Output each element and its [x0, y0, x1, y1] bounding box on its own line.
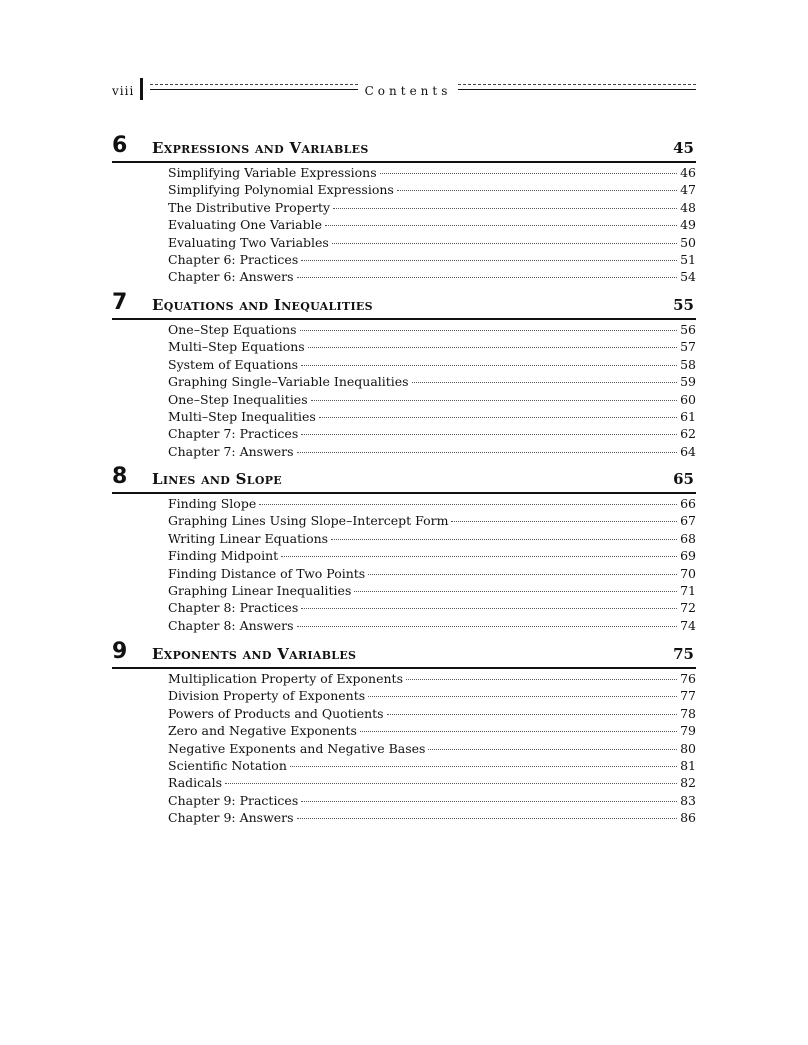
toc-entry[interactable]: [168, 618, 696, 635]
chapter-heading[interactable]: [112, 292, 696, 320]
dot-leader: [225, 783, 677, 784]
entry-title: Negative Exponents and Negative Bases: [168, 740, 426, 756]
toc-entry[interactable]: [168, 339, 696, 356]
toc-entry[interactable]: [168, 583, 696, 600]
dot-leader: [397, 190, 677, 191]
chapter-heading[interactable]: [112, 466, 696, 494]
entry-page: 66: [680, 496, 696, 511]
entry-title: Multiplication Property of Exponents: [168, 671, 403, 686]
toc-entry[interactable]: [168, 252, 696, 269]
dot-leader: [301, 365, 677, 366]
toc-entry[interactable]: [168, 374, 696, 391]
chapter-page: 75: [673, 645, 694, 663]
toc-entry[interactable]: [168, 793, 696, 810]
toc-entry[interactable]: [168, 706, 696, 723]
dot-leader: [297, 277, 677, 278]
dot-leader: [290, 766, 677, 767]
chapter-number: 7: [112, 290, 128, 315]
toc-entry[interactable]: [168, 392, 696, 409]
chapter-entries: [168, 496, 696, 635]
chapter-8: [112, 466, 696, 635]
entry-title: Multi–Step Equations: [168, 339, 305, 355]
toc-entry[interactable]: [168, 531, 696, 548]
dot-leader: [308, 347, 677, 348]
entry-page: 49: [680, 217, 696, 233]
dot-leader: [333, 208, 677, 209]
dot-leader: [301, 801, 677, 802]
entry-page: 64: [680, 443, 696, 459]
entry-title: Simplifying Variable Expressions: [168, 165, 377, 180]
entry-title: Finding Midpoint: [168, 548, 279, 564]
dot-leader: [406, 679, 677, 680]
chapter-page: 45: [673, 139, 694, 157]
entry-page: 86: [680, 810, 696, 826]
chapter-title: Expressions and Variables: [152, 139, 369, 157]
dot-leader: [331, 539, 677, 540]
toc-entry[interactable]: [168, 235, 696, 252]
entry-title: Graphing Linear Inequalities: [168, 582, 352, 598]
chapter-page: 65: [673, 470, 694, 488]
entry-title: Powers of Products and Quotients: [168, 705, 384, 721]
entry-page: 82: [680, 775, 696, 791]
toc-entry[interactable]: [168, 496, 696, 513]
entry-page: 56: [680, 322, 696, 337]
toc-entry[interactable]: [168, 513, 696, 530]
entry-page: 79: [680, 723, 696, 739]
header-rule-left: [150, 84, 358, 90]
toc-entry[interactable]: [168, 566, 696, 583]
dot-leader: [259, 504, 677, 505]
entry-page: 51: [680, 251, 696, 267]
entry-page: 83: [680, 792, 696, 808]
toc-entry[interactable]: [168, 688, 696, 705]
toc-entry[interactable]: [168, 741, 696, 758]
entry-title: Multi–Step Inequalities: [168, 408, 316, 424]
entry-page: 58: [680, 356, 696, 372]
entry-page: 76: [680, 671, 696, 686]
chapter-7: [112, 292, 696, 461]
chapter-9: [112, 641, 696, 828]
toc-entry[interactable]: [168, 357, 696, 374]
toc-entry[interactable]: [168, 758, 696, 775]
entry-title: Chapter 6: Answers: [168, 269, 294, 285]
entry-title: Evaluating Two Variables: [168, 234, 329, 250]
toc-entry[interactable]: [168, 200, 696, 217]
entry-page: 47: [680, 182, 696, 198]
entry-page: 57: [680, 339, 696, 355]
header-bar: [140, 78, 143, 100]
chapter-entries: [168, 671, 696, 828]
entry-title: The Distributive Property: [168, 199, 331, 215]
toc-entry[interactable]: [168, 217, 696, 234]
entry-page: 61: [680, 408, 696, 424]
entry-title: Chapter 6: Practices: [168, 251, 299, 267]
toc-entry[interactable]: [168, 409, 696, 426]
dot-leader: [297, 626, 677, 627]
entry-title: Zero and Negative Exponents: [168, 723, 357, 739]
dot-leader: [428, 749, 677, 750]
dot-leader: [301, 608, 677, 609]
entry-page: 81: [680, 757, 696, 773]
entry-title: Chapter 7: Practices: [168, 426, 299, 442]
toc-entry[interactable]: [168, 444, 696, 461]
chapter-title: Equations and Inequalities: [152, 296, 373, 314]
chapter-number: 8: [112, 464, 128, 489]
entry-page: 77: [680, 688, 696, 704]
entry-page: 78: [680, 705, 696, 721]
entry-page: 54: [680, 269, 696, 285]
chapter-number: 6: [112, 133, 128, 158]
entry-title: One–Step Inequalities: [168, 391, 308, 407]
dot-leader: [332, 243, 677, 244]
toc-entry[interactable]: [168, 182, 696, 199]
dot-leader: [300, 330, 677, 331]
toc-entry[interactable]: [168, 426, 696, 443]
dot-leader: [368, 696, 677, 697]
chapter-number: 9: [112, 639, 128, 664]
dot-leader: [412, 382, 677, 383]
toc-entry[interactable]: [168, 548, 696, 565]
toc-entry[interactable]: [168, 165, 696, 182]
page-number: viii: [112, 84, 135, 98]
entry-title: Scientific Notation: [168, 757, 287, 773]
toc-entry[interactable]: [168, 775, 696, 792]
entry-title: Graphing Lines Using Slope–Intercept Form: [168, 513, 449, 529]
dot-leader: [281, 556, 677, 557]
header-rule-right: [458, 84, 696, 90]
dot-leader: [297, 452, 677, 453]
dot-leader: [380, 173, 677, 174]
dot-leader: [325, 225, 677, 226]
entry-page: 62: [680, 426, 696, 442]
entry-title: Chapter 9: Practices: [168, 792, 299, 808]
entry-title: System of Equations: [168, 356, 299, 372]
dot-leader: [311, 400, 677, 401]
chapter-title: Exponents and Variables: [152, 645, 357, 663]
entry-title: Simplifying Polynomial Expressions: [168, 182, 394, 198]
entry-page: 48: [680, 199, 696, 215]
toc-entry[interactable]: [168, 600, 696, 617]
dot-leader: [319, 417, 677, 418]
dot-leader: [368, 574, 677, 575]
dot-leader: [301, 260, 677, 261]
toc-entry[interactable]: [168, 810, 696, 827]
entry-title: Writing Linear Equations: [168, 530, 329, 546]
dot-leader: [354, 591, 677, 592]
entry-title: Division Property of Exponents: [168, 688, 366, 704]
entry-title: One–Step Equations: [168, 322, 297, 337]
entry-page: 50: [680, 234, 696, 250]
chapter-entries: [168, 165, 696, 287]
entry-page: 68: [680, 530, 696, 546]
entry-page: 72: [680, 600, 696, 616]
entry-title: Finding Slope: [168, 496, 257, 511]
entry-title: Radicals: [168, 775, 223, 791]
entry-title: Chapter 9: Answers: [168, 810, 294, 826]
entry-title: Finding Distance of Two Points: [168, 565, 366, 581]
dot-leader: [301, 434, 677, 435]
toc-entry[interactable]: [168, 723, 696, 740]
chapter-title: Lines and Slope: [152, 470, 282, 488]
running-header: [112, 78, 696, 102]
dot-leader: [360, 731, 677, 732]
header-title: Contents: [364, 84, 452, 98]
dot-leader: [297, 818, 677, 819]
entry-title: Graphing Single–Variable Inequalities: [168, 374, 409, 390]
chapter-page: 55: [673, 296, 694, 314]
entry-title: Chapter 8: Practices: [168, 600, 299, 616]
entry-page: 70: [680, 565, 696, 581]
toc-entry[interactable]: [168, 269, 696, 286]
dot-leader: [451, 521, 677, 522]
toc-entry[interactable]: [168, 322, 696, 339]
dot-leader: [387, 714, 677, 715]
entry-page: 80: [680, 740, 696, 756]
toc-entry[interactable]: [168, 671, 696, 688]
entry-page: 60: [680, 391, 696, 407]
chapter-heading[interactable]: [112, 641, 696, 669]
entry-title: Evaluating One Variable: [168, 217, 323, 233]
entry-page: 74: [680, 617, 696, 633]
entry-page: 46: [680, 165, 696, 180]
entry-page: 71: [680, 582, 696, 598]
entry-page: 67: [680, 513, 696, 529]
chapter-6: [112, 135, 696, 287]
chapter-heading[interactable]: [112, 135, 696, 163]
entry-page: 69: [680, 548, 696, 564]
entry-page: 59: [680, 374, 696, 390]
chapter-entries: [168, 322, 696, 461]
entry-title: Chapter 8: Answers: [168, 617, 294, 633]
entry-title: Chapter 7: Answers: [168, 443, 294, 459]
